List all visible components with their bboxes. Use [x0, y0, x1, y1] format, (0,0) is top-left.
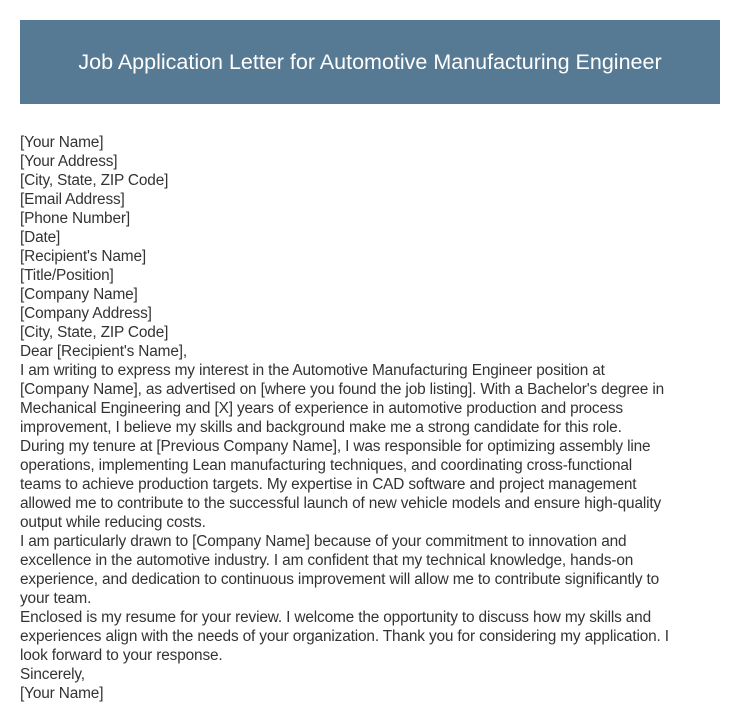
closing: Sincerely,	[20, 666, 85, 683]
recipient-title: [Title/Position]	[20, 267, 114, 284]
paragraph-motivation	[20, 532, 720, 608]
page-title: Job Application Letter for Automotive Manufacturing Engineer	[78, 49, 662, 74]
sender-name: [Your Name]	[20, 134, 104, 151]
paragraph-experience	[20, 437, 720, 532]
recipient-address: [Company Address]	[20, 305, 152, 322]
recipient-name: [Recipient's Name]	[20, 248, 146, 265]
paragraph-closing	[20, 608, 720, 665]
paragraph-line: excellence in the automotive industry. I am confident that my technical knowledge, hands-on	[20, 552, 634, 569]
letter-date: [Date]	[20, 229, 61, 246]
sender-city-state-zip: [City, State, ZIP Code]	[20, 172, 169, 189]
sender-address: [Your Address]	[20, 153, 118, 170]
paragraph-line: I am particularly drawn to [Company Name] because of your commitment to innovation and	[20, 533, 627, 550]
recipient-company: [Company Name]	[20, 286, 138, 303]
paragraph-intro	[20, 361, 720, 437]
paragraph-line: I am writing to express my interest in the Automotive Manufacturing Engineer position at	[20, 362, 605, 379]
paragraph-line: [Company Name], as advertised on [where you found the job listing]. With a Bachelor's degree in	[20, 381, 665, 398]
sender-email: [Email Address]	[20, 191, 125, 208]
paragraph-line: During my tenure at [Previous Company Name], I was responsible for optimizing assembly line	[20, 438, 651, 455]
paragraph-line: experience, and dedication to continuous improvement will allow me to contribute significantly to	[20, 571, 660, 588]
recipient-block	[20, 247, 720, 342]
signature: [Your Name]	[20, 685, 104, 702]
sender-phone: [Phone Number]	[20, 210, 130, 227]
paragraph-line: your team.	[20, 590, 92, 607]
paragraph-line: allowed me to contribute to the successful launch of new vehicle models and ensure high-quality	[20, 495, 662, 512]
paragraph-line: teams to achieve production targets. My expertise in CAD software and project management	[20, 476, 637, 493]
paragraph-line: Mechanical Engineering and [X] years of experience in automotive production and process	[20, 400, 623, 417]
paragraph-line: improvement, I believe my skills and background make me a strong candidate for this role.	[20, 419, 622, 436]
paragraph-line: output while reducing costs.	[20, 514, 206, 531]
paragraph-line: operations, implementing Lean manufacturing techniques, and coordinating cross-functional	[20, 457, 633, 474]
paragraph-line: Enclosed is my resume for your review. I welcome the opportunity to discuss how my skills and	[20, 609, 652, 626]
paragraph-line: look forward to your response.	[20, 647, 223, 664]
page-header	[20, 20, 720, 104]
paragraph-line: experiences align with the needs of your organization. Thank you for considering my application. I	[20, 628, 669, 645]
letter-body	[20, 133, 720, 703]
salutation: Dear [Recipient's Name],	[20, 343, 187, 360]
sender-block	[20, 133, 720, 247]
recipient-city-state-zip: [City, State, ZIP Code]	[20, 324, 169, 341]
